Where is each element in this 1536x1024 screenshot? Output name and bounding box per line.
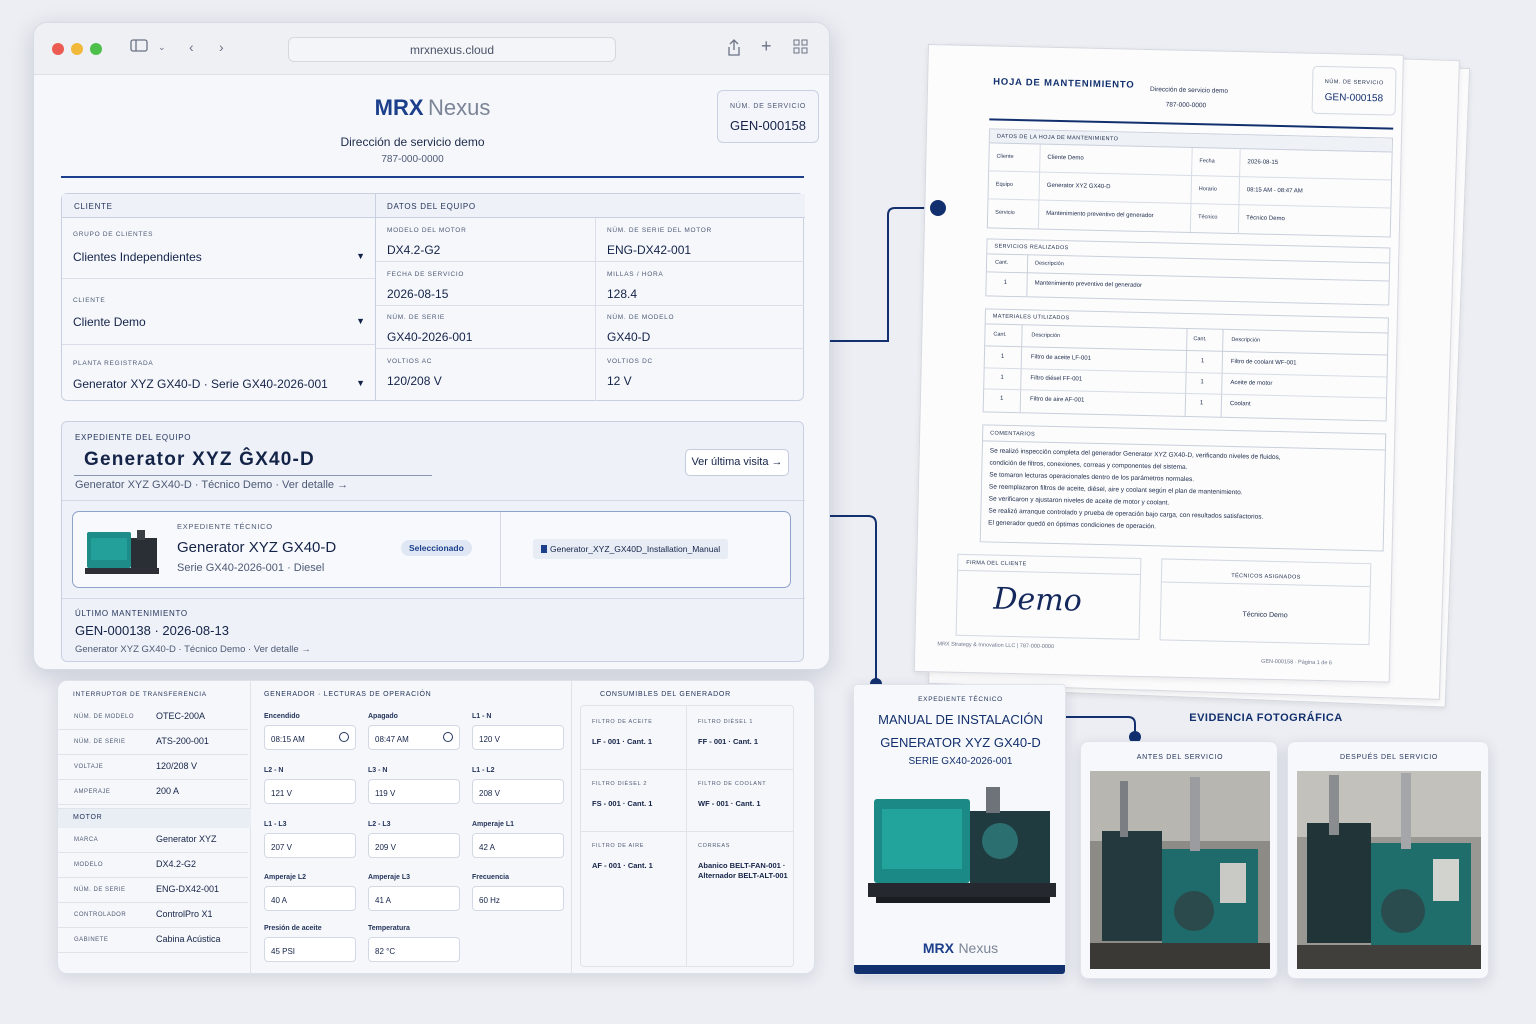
after-photo: [1297, 771, 1481, 969]
sheet-data-key: Horario: [1198, 186, 1217, 193]
reading-input[interactable]: [368, 725, 460, 750]
motor-row: [58, 853, 248, 878]
consumable-label: FILTRO DIÉSEL 1: [698, 719, 754, 725]
reading-input[interactable]: [472, 833, 564, 858]
sheet-comments-title: COMENTARIOS: [990, 430, 1036, 438]
manual-brand-mrx: MRX: [922, 940, 954, 956]
client-signature-box: [956, 554, 1142, 640]
transfer-row-key: AMPERAJE: [74, 789, 111, 795]
forward-icon[interactable]: ›: [219, 39, 224, 55]
sheet-data-key: Técnico: [1198, 214, 1218, 221]
motor-title: MOTOR: [73, 814, 103, 821]
equipment-field-label: NÚM. DE MODELO: [607, 314, 675, 321]
reading-label: Amperaje L3: [368, 874, 411, 881]
sheet-title: HOJA DE MANTENIMIENTO: [993, 76, 1135, 91]
equipment-section-title: DATOS DEL EQUIPO: [387, 202, 476, 211]
equipment-field-value: 2026-08-15: [387, 287, 449, 301]
reading-input[interactable]: [472, 886, 564, 911]
assigned-techs-label: TÉCNICOS ASIGNADOS: [1231, 573, 1301, 581]
technical-record-card[interactable]: [72, 511, 791, 588]
manual-file-name: Generator_XYZ_GX40D_Installation_Manual: [550, 544, 721, 554]
consumables-title: CONSUMIBLES DEL GENERADOR: [600, 691, 731, 698]
consumable-value: AF - 001 · Cant. 1: [592, 861, 653, 870]
before-photo: [1090, 771, 1270, 969]
material-desc: Filtro de coolant WF-001: [1230, 358, 1297, 367]
equipment-field: [596, 262, 804, 306]
motor-row-value: Generator XYZ: [156, 834, 217, 844]
reading-input[interactable]: [472, 779, 564, 804]
manual-generator-image: [868, 781, 1058, 917]
consumable-label: CORREAS: [698, 843, 731, 849]
material-desc: Filtro de aceite LF-001: [1030, 354, 1091, 362]
transfer-row: [58, 730, 248, 755]
reading-input[interactable]: [264, 886, 356, 911]
sidebar-toggle-icon[interactable]: [130, 39, 148, 55]
transfer-row-value: 120/208 V: [156, 761, 198, 771]
motor-row-value: DX4.2-G2: [156, 859, 197, 869]
reading-value: 119 V: [375, 789, 396, 798]
reading-value: 60 Hz: [479, 896, 500, 905]
reading-input[interactable]: [264, 937, 356, 962]
manual-title-line1: MANUAL DE INSTALACIÓN: [878, 712, 1043, 727]
equipment-field: [376, 305, 596, 349]
comment-line: Se realizó arranque controlado y prueba de operación bajo carga, con resultados satisfactorios.: [988, 507, 1264, 521]
sheet-comments: [980, 424, 1387, 551]
material-qty: 1: [999, 395, 1004, 402]
reading-label: L3 - N: [368, 767, 388, 774]
reading-value: 08:47 AM: [375, 735, 409, 744]
share-icon[interactable]: [727, 39, 741, 59]
transfer-switch-section: [58, 681, 251, 975]
reading-input[interactable]: [472, 725, 564, 750]
equipment-field-label: NÚM. DE SERIE DEL MOTOR: [607, 227, 712, 234]
reading-input[interactable]: [368, 833, 460, 858]
motor-row: [58, 928, 248, 953]
equipment-field: [376, 262, 596, 306]
equipment-field-value: 120/208 V: [387, 374, 442, 388]
plant-label: PLANTA REGISTRADA: [73, 360, 154, 367]
browser-window: [33, 22, 830, 670]
motor-row-key: NÚM. DE SERIE: [74, 887, 126, 893]
client-select[interactable]: [62, 312, 375, 342]
equipment-field: [376, 349, 596, 401]
sheet-data-value: Mantenimiento preventivo del generador: [1046, 210, 1154, 220]
motor-row-value: ENG-DX42-001: [156, 884, 220, 894]
sheet-materials-table: [983, 308, 1389, 421]
reading-label: L1 - L2: [472, 767, 495, 774]
reading-label: Frecuencia: [472, 874, 509, 881]
sheet-services-table: [985, 238, 1390, 305]
client-label: CLIENTE: [73, 297, 106, 304]
sheet-services-title: SERVICIOS REALIZADOS: [994, 243, 1069, 252]
before-photo-label: ANTES DEL SERVICIO: [1136, 754, 1224, 761]
sheet-mat-desc-header: Descripción: [1031, 332, 1061, 340]
reading-label: Temperatura: [368, 925, 410, 932]
consumable-label: FILTRO DE COOLANT: [698, 781, 767, 787]
transfer-row-value: 200 A: [156, 786, 180, 796]
document-icon: [541, 545, 547, 553]
motor-row-key: GABINETE: [74, 937, 109, 943]
equipment-field: [596, 305, 804, 349]
technical-record-subtitle: Serie GX40-2026-001 · Diesel: [177, 562, 325, 574]
sheet-desc-header: Descripción: [1034, 260, 1064, 268]
manual-title-line2: GENERATOR XYZ GX40-D: [880, 735, 1041, 750]
chevron-down-icon: ▼: [356, 251, 365, 261]
reading-value: 08:15 AM: [271, 735, 305, 744]
assigned-tech-name: Técnico Demo: [1242, 611, 1288, 620]
sheet-service-qty: 1: [1003, 279, 1008, 286]
operation-readings-title: GENERADOR · LECTURAS DE OPERACIÓN: [264, 691, 432, 698]
sheet-data-title: DATOS DE LA HOJA DE MANTENIMIENTO: [996, 133, 1119, 143]
equipment-field: [596, 218, 804, 262]
url-bar[interactable]: mrxnexus.cloud: [288, 37, 616, 62]
generator-image: [83, 524, 163, 578]
consumable-label: FILTRO DIÉSEL 2: [592, 781, 648, 787]
equipment-record-panel: [61, 421, 804, 662]
consumable-label: FILTRO DE ACEITE: [592, 719, 653, 725]
reading-value: 121 V: [271, 789, 292, 798]
reading-value: 41 A: [375, 896, 392, 905]
reading-value: 40 A: [271, 896, 288, 905]
equipment-field-label: NÚM. DE SERIE: [387, 314, 445, 321]
sheet-service-number: GEN-000158: [1324, 92, 1384, 105]
assigned-techs-box: [1160, 558, 1372, 645]
reading-input[interactable]: [264, 833, 356, 858]
reading-value: 209 V: [375, 843, 396, 852]
client-value: Cliente Demo: [73, 315, 146, 329]
header-divider: [61, 176, 804, 178]
brand-nexus: Nexus: [427, 95, 491, 120]
reading-label: Presión de aceite: [264, 925, 322, 932]
sheet-phone: 787-000-0000: [1165, 101, 1207, 110]
comment-line: condición de filtros, conexiones, correas y componentes del sistema.: [989, 459, 1188, 471]
sheet-data-value: Técnico Demo: [1246, 215, 1285, 223]
motor-row-value: Cabina Acústica: [156, 934, 221, 944]
transfer-row-key: NÚM. DE MODELO: [74, 714, 135, 720]
reading-value: 45 PSI: [271, 947, 296, 956]
transfer-row-key: VOLTAJE: [74, 764, 104, 770]
reading-value: 82 °C: [375, 947, 396, 956]
after-photo-label: DESPUÉS DEL SERVICIO: [1339, 754, 1439, 761]
sheet-page-number: GEN-000158 · Página 1 de 6: [1261, 658, 1333, 667]
consumable-value: Abanico BELT-FAN-001 · Alternador BELT-ALT-001: [698, 861, 788, 880]
equipment-field: [376, 218, 596, 262]
client-signature-label: FIRMA DEL CLIENTE: [966, 560, 1027, 568]
manual-file-link[interactable]: [533, 539, 728, 559]
comment-line: Se tomaron lecturas operacionales dentro de los parámetros normales.: [989, 471, 1195, 484]
transfer-row-value: OTEC-200A: [156, 711, 206, 721]
reading-input[interactable]: [368, 779, 460, 804]
sheet-data-key: Servicio: [995, 209, 1015, 217]
consumables-section: [580, 681, 794, 975]
motor-row: [58, 828, 248, 853]
client-section-title: CLIENTE: [74, 202, 113, 211]
reading-value: 207 V: [271, 843, 292, 852]
sheet-mat-desc-header-2: Descripción: [1231, 336, 1261, 344]
material-qty: 1: [1200, 358, 1205, 365]
reading-label: L1 - N: [472, 713, 492, 720]
equipment-record-title: Generator XYZ ĜX40-D: [84, 449, 315, 470]
motor-row-key: CONTROLADOR: [74, 912, 127, 918]
client-equipment-panel: [61, 193, 804, 401]
sheet-data-key: Equipo: [995, 181, 1014, 188]
client-group-label: GRUPO DE CLIENTES: [73, 231, 154, 238]
transfer-row: [58, 755, 248, 780]
connector-dot: [930, 200, 946, 216]
service-number-box: [717, 90, 819, 143]
motor-row: [58, 903, 248, 928]
maintenance-sheet: [914, 44, 1404, 683]
equipment-field-value: 128.4: [607, 287, 638, 301]
plant-value: Generator XYZ GX40-D · Serie GX40-2026-001: [73, 377, 328, 391]
sheet-mat-qty-header-2: Cant.: [1193, 336, 1207, 343]
equipment-field-value: ENG-DX42-001: [607, 243, 692, 257]
reading-label: L1 - L3: [264, 821, 287, 828]
sheet-data-key: Fecha: [1199, 158, 1215, 165]
close-window-button[interactable]: [52, 43, 64, 55]
client-group-select[interactable]: [62, 246, 375, 276]
maximize-window-button[interactable]: [90, 43, 102, 55]
material-desc: Aceite de motor: [1230, 379, 1273, 387]
technical-record-label: EXPEDIENTE TÉCNICO: [177, 522, 273, 531]
reading-label: L2 - N: [264, 767, 284, 774]
equipment-field-value: GX40-2026-001: [387, 330, 473, 344]
manual-brand-logo: [854, 940, 1066, 958]
sheet-data-value: Cliente Demo: [1047, 154, 1084, 162]
reading-value: 208 V: [479, 789, 500, 798]
reading-label: Amperaje L2: [264, 874, 307, 881]
sheet-mat-qty-header: Cant.: [993, 331, 1007, 338]
service-number-label: NÚM. DE SERVICIO: [729, 103, 807, 110]
client-group-value: Clientes Independientes: [73, 250, 202, 264]
reading-value: 42 A: [479, 843, 496, 852]
installation-manual-card[interactable]: [853, 684, 1066, 975]
material-qty: 1: [1199, 400, 1204, 407]
chevron-down-icon: ▼: [356, 378, 365, 388]
brand-logo: [34, 95, 830, 121]
comment-line: Se verificaron y ajustaron niveles de aceite de motor y coolant.: [988, 495, 1170, 507]
chevron-down-icon[interactable]: ⌄: [158, 42, 166, 52]
clock-icon: [339, 732, 349, 742]
sheet-data-value: Generator XYZ GX40-D: [1046, 182, 1111, 191]
equipment-field: [596, 349, 804, 401]
sheet-data-key: Cliente: [996, 153, 1014, 160]
reading-input[interactable]: [264, 725, 356, 750]
reading-input[interactable]: [368, 886, 460, 911]
equipment-field-value: DX4.2-G2: [387, 243, 441, 257]
equipment-details-panel: [57, 680, 815, 974]
last-maintenance-label: ÚLTIMO MANTENIMIENTO: [75, 609, 188, 618]
sheet-data-table: [987, 128, 1393, 237]
sheet-service-desc: Mantenimiento preventivo del generador: [1034, 280, 1143, 289]
comment-line: Se reemplazaron filtros de aceite, diésel, aire y coolant según el plan de mantenimiento.: [988, 483, 1243, 497]
motor-row-key: MODELO: [74, 862, 104, 868]
material-desc: Filtro diésel FF-001: [1030, 375, 1083, 383]
material-qty: 1: [1000, 353, 1005, 360]
manual-brand-nexus: Nexus: [958, 940, 999, 956]
tab-overview-icon[interactable]: [793, 39, 808, 57]
last-maintenance-subtitle[interactable]: Generator XYZ GX40-D · Técnico Demo · Ver detalle →: [75, 644, 311, 655]
browser-toolbar: [34, 23, 829, 75]
reading-label: Amperaje L1: [472, 821, 515, 828]
plant-select[interactable]: [62, 374, 375, 398]
equipment-field-value: GX40-D: [607, 330, 651, 344]
equipment-field-label: MODELO DEL MOTOR: [387, 227, 467, 234]
equipment-record-label: EXPEDIENTE DEL EQUIPO: [75, 433, 192, 442]
service-address: Dirección de servicio demo: [340, 135, 485, 149]
motor-row-key: MARCA: [74, 837, 99, 843]
comment-line: Se realizó inspección completa del generador Generator XYZ GX40-D, verificando niveles de fluidos,: [989, 447, 1281, 462]
after-photo-card[interactable]: [1287, 741, 1489, 979]
reading-input[interactable]: [368, 937, 460, 962]
equipment-field-label: VOLTIOS AC: [387, 358, 433, 365]
transfer-switch-title: INTERRUPTOR DE TRANSFERENCIA: [73, 691, 207, 698]
equipment-record-subtitle[interactable]: Generator XYZ GX40-D · Técnico Demo · Ver detalle →: [75, 479, 349, 491]
sheet-footer: MRX Strategy & Innovation LLC | 787-000-0000: [937, 641, 1055, 651]
sheet-address: Dirección de servicio demo: [1149, 86, 1229, 95]
reading-input[interactable]: [264, 779, 356, 804]
equipment-field-label: VOLTIOS DC: [607, 358, 653, 365]
service-phone: 787-000-0000: [381, 154, 444, 165]
photo-evidence-title: EVIDENCIA FOTOGRÁFICA: [1189, 712, 1343, 724]
last-maintenance-value: GEN-000138 · 2026-08-13: [75, 623, 229, 638]
sheet-materials-title: MATERIALES UTILIZADOS: [992, 313, 1070, 322]
transfer-row: [58, 705, 248, 730]
view-last-visit-button[interactable]: Ver última visita →: [685, 449, 789, 476]
sheet-data-value: 2026-08-15: [1247, 159, 1279, 166]
operation-readings-section: [252, 681, 572, 975]
consumable-value: WF - 001 · Cant. 1: [698, 799, 761, 808]
equipment-field-label: MILLAS / HORA: [607, 271, 664, 278]
sheet-service-box: [1312, 66, 1397, 116]
material-qty: 1: [1000, 374, 1004, 381]
transfer-row: [58, 780, 248, 805]
manual-label: EXPEDIENTE TÉCNICO: [918, 696, 1003, 703]
material-desc: Coolant: [1229, 400, 1251, 408]
brand-mrx: MRX: [374, 95, 424, 120]
new-tab-icon[interactable]: +: [761, 36, 772, 56]
reading-value: 120 V: [479, 735, 500, 744]
technical-record-title: Generator XYZ GX40-D: [177, 539, 337, 556]
client-signature: Demo: [993, 581, 1083, 619]
material-qty: 1: [1200, 379, 1204, 386]
motor-row: [58, 878, 248, 903]
consumable-label: FILTRO DE AIRE: [592, 843, 645, 849]
consumable-value: FS - 001 · Cant. 1: [592, 799, 653, 808]
reading-label: Apagado: [368, 713, 398, 720]
sheet-qty-header: Cant.: [994, 259, 1009, 266]
back-icon[interactable]: ‹: [189, 39, 194, 55]
sheet-service-label: NÚM. DE SERVICIO: [1324, 79, 1384, 87]
before-photo-card[interactable]: [1080, 741, 1278, 979]
clock-icon: [443, 732, 453, 742]
reading-label: L2 - L3: [368, 821, 391, 828]
comment-line: El generador quedó en óptimas condiciones de operación.: [988, 519, 1157, 531]
motor-row-value: ControlPro X1: [156, 909, 213, 919]
service-number: GEN-000158: [730, 118, 806, 133]
material-desc: Filtro de aire AF-001: [1029, 396, 1085, 404]
transfer-row-key: NÚM. DE SERIE: [74, 739, 126, 745]
chevron-down-icon: ▼: [356, 316, 365, 326]
minimize-window-button[interactable]: [71, 43, 83, 55]
transfer-row-value: ATS-200-001: [156, 736, 209, 746]
consumable-value: FF - 001 · Cant. 1: [698, 737, 759, 746]
manual-serie: SERIE GX40-2026-001: [908, 756, 1013, 767]
equipment-field-value: 12 V: [607, 374, 632, 388]
equipment-field-label: FECHA DE SERVICIO: [387, 271, 465, 278]
reading-label: Encendido: [264, 713, 300, 720]
sheet-data-value: 08:15 AM - 08:47 AM: [1246, 187, 1303, 195]
consumable-value: LF - 001 · Cant. 1: [592, 737, 653, 746]
selected-badge: Seleccionado: [401, 540, 472, 556]
